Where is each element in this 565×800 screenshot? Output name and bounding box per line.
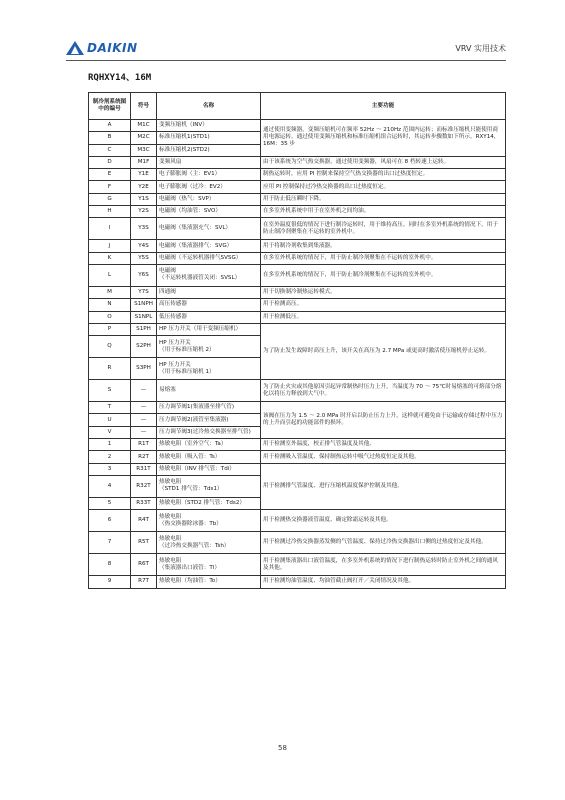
row-number: 7: [89, 532, 131, 554]
row-symbol: —: [131, 402, 157, 414]
row-number: L: [89, 264, 131, 286]
row-symbol: R1T: [131, 439, 157, 451]
row-number: V: [89, 426, 131, 438]
table-row: [89, 156, 506, 168]
row-symbol: S1PH: [131, 323, 157, 335]
row-name: 高压传感器: [157, 299, 261, 311]
row-name: 电子膨胀阀（主：EV1）: [157, 169, 261, 181]
row-number: N: [89, 299, 131, 311]
row-name: 电磁阀（集液器充气：SVL）: [157, 218, 261, 240]
row-symbol: —: [131, 380, 157, 402]
row-symbol: Y6S: [131, 264, 157, 286]
row-function: 用于检测吸入管温度、保持制热运转中吸气过热度恒定及其他。: [261, 451, 506, 463]
model-title: RQHXY14、16M: [88, 73, 152, 83]
row-function: 为了防止发生故障时高压上升，该开关在高压为 2.7 MPa 或更高时激活使压缩机停止运转。: [261, 323, 506, 379]
row-number: U: [89, 414, 131, 426]
row-symbol: R7T: [131, 576, 157, 588]
row-function: 通过使用变频器，变频压缩机可在频率 52Hz ～ 210Hz 范围内运转；而标准压缩机只能使用商用电源运转。通过使用变频压缩机和标准压缩机组合运转时，其运转步骤数如下所示。RXY14，16M：35 步: [261, 120, 506, 157]
row-number: 1: [89, 439, 131, 451]
page-number: 58: [278, 744, 287, 752]
row-name: 电磁阀（热气：SVP）: [157, 193, 261, 205]
row-name: 四通阀: [157, 286, 261, 298]
row-name: HP 压力开关 （用于标准压缩机 2）: [157, 336, 261, 358]
table-row: [89, 532, 506, 554]
row-name: 低压传感器: [157, 311, 261, 323]
row-name: 电磁阀 （不运转机器液管关闭：SVSL）: [157, 264, 261, 286]
row-symbol: Y5S: [131, 252, 157, 264]
row-symbol: R2T: [131, 451, 157, 463]
row-symbol: S1NPH: [131, 299, 157, 311]
row-number: O: [89, 311, 131, 323]
row-function: 在多室外机系统的情况下，用于防止制冷剂聚集在不运转的室外机中。: [261, 264, 506, 286]
row-name: 电磁阀（均油管：SVO）: [157, 206, 261, 218]
row-symbol: S3PH: [131, 358, 157, 380]
row-name: 热敏电阻 （过冷热交换器气管：Tsh）: [157, 532, 261, 554]
row-name: 压力调节阀3(过冷热交换器至排气管): [157, 426, 261, 438]
row-function: 用于检测集液器出口液管温度，在多室外机系统的情况下进行制热运转时防止室外机之间的通风及其他。: [261, 554, 506, 576]
row-number: H: [89, 206, 131, 218]
row-symbol: S1NPL: [131, 311, 157, 323]
row-number: K: [89, 252, 131, 264]
row-number: D: [89, 156, 131, 168]
row-name: 变频风扇: [157, 156, 261, 168]
row-number: 8: [89, 554, 131, 576]
row-number: 3: [89, 463, 131, 475]
table-row: [89, 451, 506, 463]
row-name: 变频压缩机（INV）: [157, 120, 261, 132]
row-function: 在多室外机系统中用于在室外机之间均油。: [261, 206, 506, 218]
row-name: 热敏电阻 （集液器出口液管：Tl）: [157, 554, 261, 576]
row-number: T: [89, 402, 131, 414]
row-function: 用于检测均油管温度、均油管截止阀打开／关闭情况及其他。: [261, 576, 506, 588]
row-symbol: Y7S: [131, 286, 157, 298]
row-symbol: —: [131, 426, 157, 438]
row-name: 热敏电阻（室外空气：Ta）: [157, 439, 261, 451]
table-header-row: [89, 93, 506, 120]
table-row: [89, 402, 506, 414]
row-function: 用于检测过冷热交换器蒸发侧的气管温度、保持过冷热交换器出口侧的过热度恒定及其他。: [261, 532, 506, 554]
col-header-symbol: 符号: [131, 93, 157, 120]
row-symbol: R31T: [131, 463, 157, 475]
brand-name: DAIKIN: [87, 41, 138, 55]
row-symbol: S2PH: [131, 336, 157, 358]
table-row: [89, 510, 506, 532]
row-name: 压力调节阀2(液管至集液器): [157, 414, 261, 426]
col-header-number: 制冷剂系统图中的编号: [89, 93, 131, 120]
table-row: [89, 264, 506, 286]
row-function: 由于该系统为空气热交换器，通过使用变频器，风扇可在 8 档转速上运转。: [261, 156, 506, 168]
table-row: [89, 380, 506, 402]
row-symbol: —: [131, 414, 157, 426]
table-row: [89, 299, 506, 311]
row-name: 热敏电阻 （STD1 排气管：Tds1）: [157, 475, 261, 497]
row-name: HP 压力开关（用于变频压缩机）: [157, 323, 261, 335]
row-number: R: [89, 358, 131, 380]
table-row: [89, 439, 506, 451]
row-name: 热敏电阻（均油管：To）: [157, 576, 261, 588]
row-symbol: R4T: [131, 510, 157, 532]
row-function: 用于防止低压瞬时下降。: [261, 193, 506, 205]
row-number: J: [89, 240, 131, 252]
row-function: 用于切换制冷制热运转模式。: [261, 286, 506, 298]
row-number: M: [89, 286, 131, 298]
table-row: [89, 169, 506, 181]
table-row: [89, 120, 506, 132]
row-name: 电磁阀（不运转机器排气SVSG）: [157, 252, 261, 264]
row-number: B: [89, 132, 131, 144]
row-number: A: [89, 120, 131, 132]
row-function: 用于将制冷剂收集到集液器。: [261, 240, 506, 252]
table-row: [89, 240, 506, 252]
row-number: 6: [89, 510, 131, 532]
row-name: 热敏电阻（INV 排气管：Tdi）: [157, 463, 261, 475]
table-row: [89, 323, 506, 335]
table-row: [89, 463, 506, 475]
row-number: 5: [89, 497, 131, 509]
row-function: 用于检测热交换器液管温度、确定除霜运转及其他。: [261, 510, 506, 532]
component-table: [88, 92, 506, 589]
table-row: [89, 181, 506, 193]
row-symbol: M1C: [131, 120, 157, 132]
row-function: 在多室外机系统的情况下，用于防止制冷剂聚集在不运转的室外机中。: [261, 252, 506, 264]
row-function: 制热运转时，应用 PI 控制来保持空气热交换器的出口过热度恒定。: [261, 169, 506, 181]
table-row: [89, 311, 506, 323]
row-number: 2: [89, 451, 131, 463]
row-symbol: Y2E: [131, 181, 157, 193]
row-name: 易熔塞: [157, 380, 261, 402]
row-name: 热敏电阻（STD2 排气管：Tds2）: [157, 497, 261, 509]
table-row: [89, 206, 506, 218]
table-row: [89, 193, 506, 205]
row-name: HP 压力开关 （用于标准压缩机 1）: [157, 358, 261, 380]
table-row: [89, 554, 506, 576]
row-symbol: Y2S: [131, 206, 157, 218]
col-header-function: 主要功能: [261, 93, 506, 120]
row-function: 应用 PI 控制保持过冷热交换器的出口过热度恒定。: [261, 181, 506, 193]
row-function: 为了防止火灾或其他原因引起异常制热时压力上升，当温度为 70 ～ 75℃时易熔塞的可熔部分熔化以将压力释放到大气中。: [261, 380, 506, 402]
row-symbol: R6T: [131, 554, 157, 576]
row-name: 标准压缩机1(STD1): [157, 132, 261, 144]
table-row: [89, 252, 506, 264]
row-name: 电子膨胀阀（过冷：EV2）: [157, 181, 261, 193]
table-row: [89, 218, 506, 240]
row-symbol: R33T: [131, 497, 157, 509]
row-number: Q: [89, 336, 131, 358]
row-function: 用于检测室外温度，校正排气管温度及其他。: [261, 439, 506, 451]
row-number: E: [89, 169, 131, 181]
row-number: P: [89, 323, 131, 335]
row-name: 热敏电阻（吸入管：Ts）: [157, 451, 261, 463]
row-name: 热敏电阻 （热交换器除冰器：Tb）: [157, 510, 261, 532]
section-title: VRV 实用技术: [455, 44, 506, 53]
row-symbol: R32T: [131, 475, 157, 497]
row-function: 用于检测低压。: [261, 311, 506, 323]
row-name: 标准压缩机2(STD2): [157, 144, 261, 156]
daikin-logo-icon: [66, 41, 84, 55]
row-number: 9: [89, 576, 131, 588]
row-number: S: [89, 380, 131, 402]
table-row: [89, 286, 506, 298]
row-symbol: M3C: [131, 144, 157, 156]
row-symbol: Y4S: [131, 240, 157, 252]
row-function: 用于检测高压。: [261, 299, 506, 311]
brand-logo: [66, 40, 138, 56]
row-function: 用于检测排气管温度、进行压缩机温度保护控制及其他。: [261, 463, 506, 510]
row-number: I: [89, 218, 131, 240]
row-symbol: Y1S: [131, 193, 157, 205]
row-number: G: [89, 193, 131, 205]
row-name: 压力调节阀1(集液器至排气管): [157, 402, 261, 414]
row-number: C: [89, 144, 131, 156]
page-header: [66, 38, 506, 61]
row-symbol: Y3S: [131, 218, 157, 240]
row-function: 该阀在压力为 1.5 ～ 2.0 MPa 时开启以防止压力上升，这样就可避免由于运输或存储过程中压力的上升而引起的功能部件的损坏。: [261, 402, 506, 439]
row-symbol: Y1E: [131, 169, 157, 181]
row-number: F: [89, 181, 131, 193]
row-symbol: M1F: [131, 156, 157, 168]
col-header-name: 名称: [157, 93, 261, 120]
row-symbol: R5T: [131, 532, 157, 554]
row-number: 4: [89, 475, 131, 497]
table-row: [89, 576, 506, 588]
row-name: 电磁阀（集液器排气：SVG）: [157, 240, 261, 252]
row-function: 在室外温度很低的情况下进行制冷运转时，用于维持高压。同时在多室外机系统的情况下，用于防止制冷剂聚集在不运转的室外机中。: [261, 218, 506, 240]
row-symbol: M2C: [131, 132, 157, 144]
